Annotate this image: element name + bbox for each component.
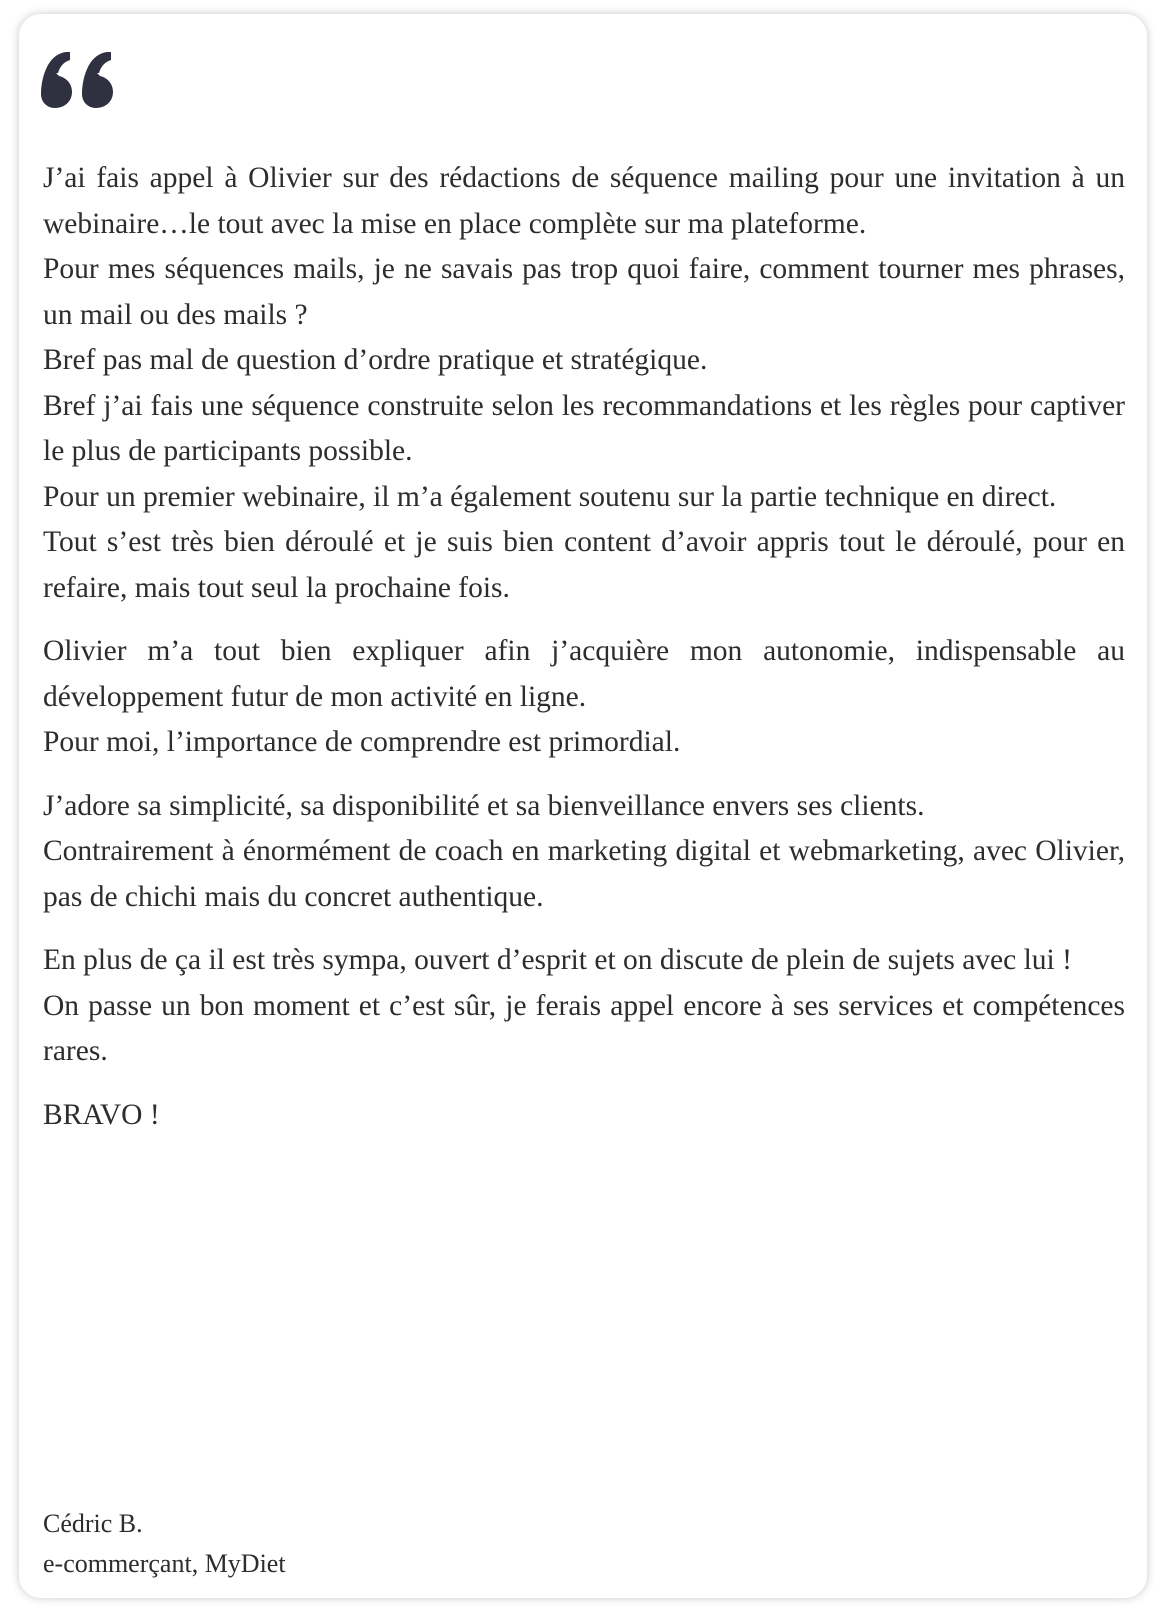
testimonial-paragraph [43,1093,1125,1139]
testimonial-paragraph [43,156,1125,611]
quote-icon [41,52,113,108]
testimonial-line: Tout s’est très bien déroulé et je suis bien content d’avoir appris tout le déroulé, pour en refaire, mais tout seul la prochaine fois. [43,526,1125,604]
author-name: Cédric B. [43,1509,143,1538]
testimonial-body [43,156,1125,1156]
author-signature [43,1504,286,1584]
testimonial-line: Pour un premier webinaire, il m’a également soutenu sur la partie technique en direct. [43,480,1057,513]
testimonial-line: Pour mes séquences mails, je ne savais pas trop quoi faire, comment tourner mes phrases, un mail ou des mails ? [43,253,1125,331]
testimonial-line: En plus de ça il est très sympa, ouvert d’esprit et on discute de plein de sujets avec lui ! [43,944,1072,976]
testimonial-closing: BRAVO ! [43,1098,160,1131]
author-role: e-commerçant, MyDiet [43,1549,286,1578]
testimonial-line: Pour moi, l’importance de comprendre est primordial. [43,726,681,758]
testimonial-card [19,14,1147,1598]
testimonial-line: J’adore sa simplicité, sa disponibilité et sa bienveillance envers ses clients. [43,789,925,822]
testimonial-line: Contrairement à énormément de coach en marketing digital et webmarketing, avec Olivier, pas de chichi mais du concret authentique. [43,835,1125,913]
testimonial-line: Bref j’ai fais une séquence construite selon les recommandations et les règles pour captiver le plus de participants possible. [43,389,1125,467]
testimonial-line: J’ai fais appel à Olivier sur des rédactions de séquence mailing pour une invitation à un webinaire…le tout avec la mise en place complète sur ma plateforme. [43,162,1125,240]
testimonial-paragraph [43,784,1125,921]
testimonial-paragraph [43,938,1125,1075]
testimonial-line: Olivier m’a tout bien expliquer afin j’acquière mon autonomie, indispensable au développement futur de mon activité en ligne. [43,635,1125,713]
testimonial-line: On passe un bon moment et c’est sûr, je ferais appel encore à ses services et compétences rares. [43,989,1125,1067]
testimonial-line: Bref pas mal de question d’ordre pratique et stratégique. [43,344,708,376]
testimonial-paragraph [43,629,1125,766]
